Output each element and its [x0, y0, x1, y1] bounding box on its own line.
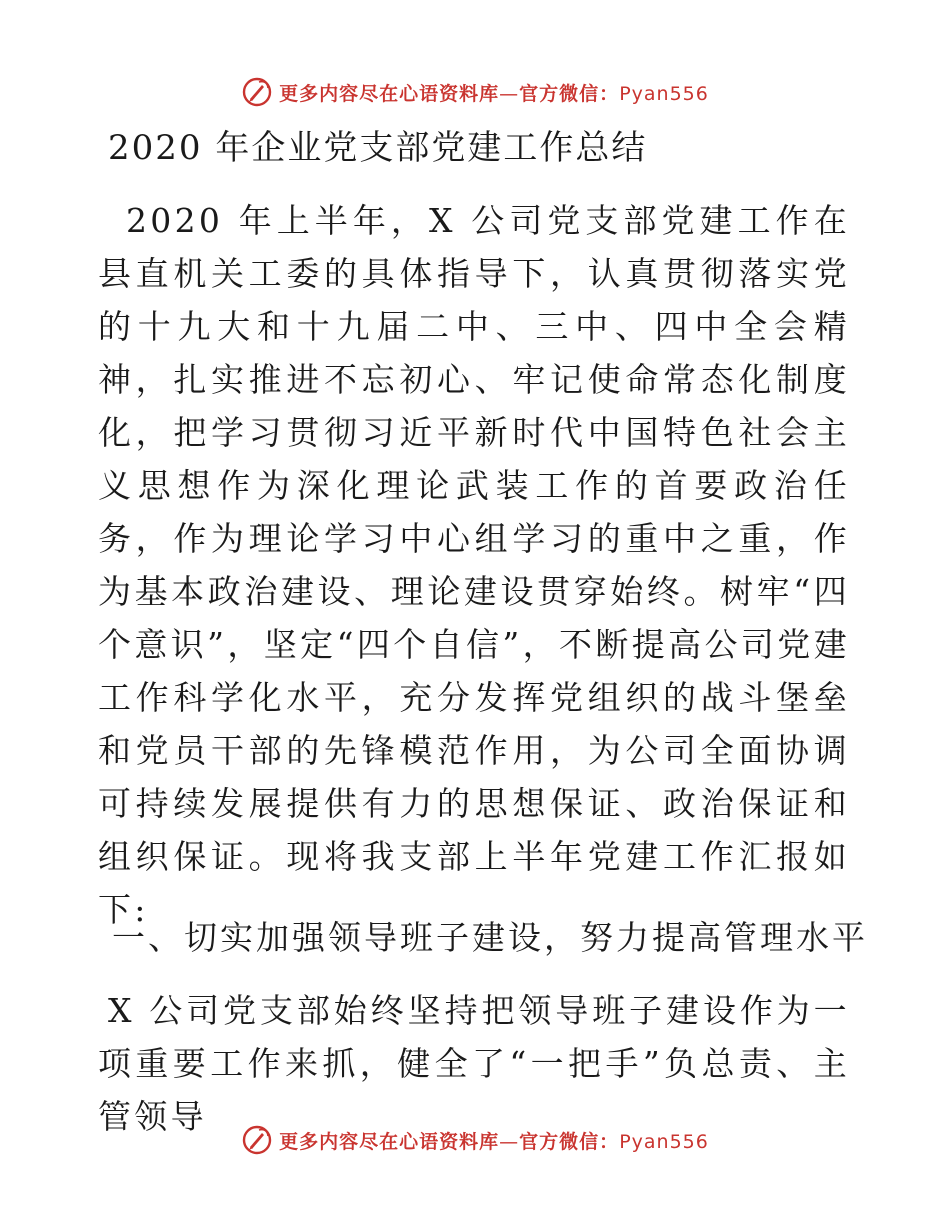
watermark-footer	[0, 1120, 950, 1160]
paragraph-intro: 2020 年上半年，X 公司党支部党建工作在县直机关工委的具体指导下，认真贯彻落实党的十九大和十九届二中、三中、四中全会精神，扎实推进不忘初心、牢记使命常态化制度化，把学习贯彻习近平新时代中国特色社会主义思想作为深化理论武装工作的首要政治任务，作为理论学习中心组学习的重中之重，作为基本政治建设、理论建设贯穿始终。树牢“四个意识”，坚定“四个自信”，不断提高公司党建工作科学化水平，充分发挥党组织的战斗堡垒和党员干部的先锋模范作用，为公司全面协调可持续发展提供有力的思想保证、政治保证和组织保证。现将我支部上半年党建工作汇报如下:	[98, 201, 850, 929]
watermark-header	[0, 72, 950, 112]
watermark-site-name: 更多内容尽在心语资料库	[279, 1130, 500, 1153]
document-title: 2020 年企业党支部党建工作总结	[108, 128, 648, 168]
quill-circle-icon	[241, 1124, 273, 1156]
watermark-site-name: 更多内容尽在心语资料库	[279, 82, 500, 105]
section-heading-1: 一、切实加强领导班子建设，努力提高管理水平	[112, 918, 868, 957]
watermark-handle: Pyan556	[619, 1130, 709, 1153]
watermark-label	[279, 1127, 709, 1154]
paragraph-section-1: X 公司党支部始终坚持把领导班子建设作为一项重要工作来抓，健全了“一把手”负总责、主管领导	[98, 991, 850, 1136]
watermark-dash: —	[499, 1130, 520, 1153]
watermark-handle: Pyan556	[619, 82, 709, 105]
watermark-label	[279, 79, 709, 106]
watermark-official: 官方微信：	[519, 82, 620, 105]
watermark-official: 官方微信：	[519, 1130, 620, 1153]
watermark-dash: —	[499, 82, 520, 105]
quill-circle-icon	[241, 76, 273, 108]
